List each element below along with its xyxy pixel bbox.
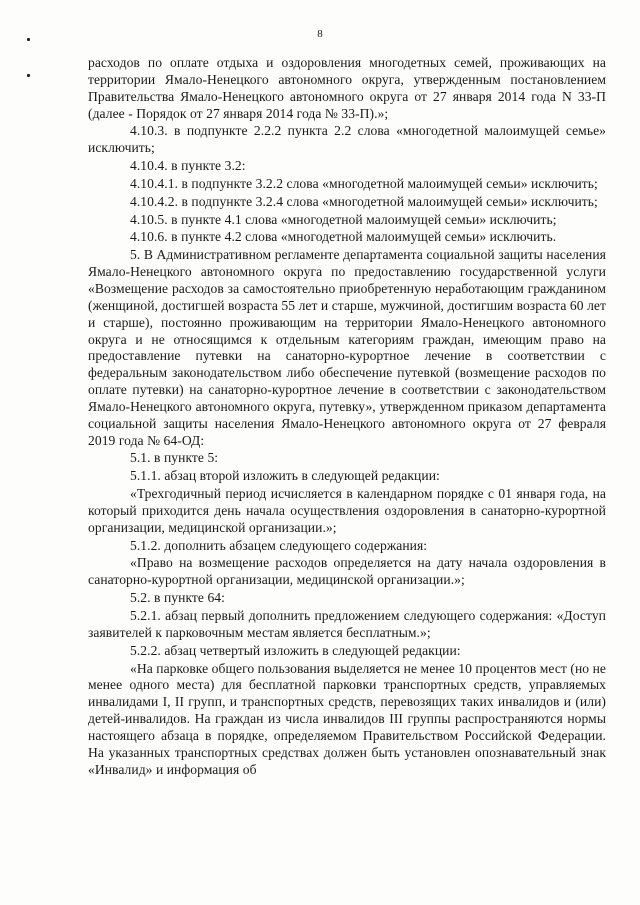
document-text (88, 55, 606, 779)
paragraph: «Право на возмещение расходов определяется на дату начала оздоровления в санаторно-курортной организации, медицинской организации.»; (88, 555, 606, 588)
paragraph: 4.10.4.2. в подпункте 3.2.4 слова «многодетной малоимущей семьи» исключить; (130, 193, 598, 209)
paragraph: «На парковке общего пользования выделяется не менее 10 процентов мест (но не менее одного места) для бесплатной парковки транспортных средств, управляемых инвалидами I, II групп, и транспортных средств, перевозящих таких инвалидов и (или) детей-инвалидов. На граждан из числа инвалидов III группы распространяются нормы настоящего абзаца в порядке, определяемом Правительством Российской Федерации. На указанных транспортных средствах должен быть установлен опознавательный знак «Инвалид» и информация об (88, 660, 606, 777)
page-number: 8 (317, 28, 323, 40)
paragraph: 5.1.2. дополнить абзацем следующего содержания: (130, 537, 428, 553)
paragraph: 5.1. в пункте 5: (130, 450, 219, 466)
paragraph: 4.10.3. в подпункте 2.2.2 пункта 2.2 слова «многодетной малоимущей семье» исключить; (88, 123, 606, 156)
paragraph: 5.1.1. абзац второй изложить в следующей редакции: (130, 468, 440, 484)
scan-dot-mark (27, 74, 30, 77)
paragraph: 4.10.4. в пункте 3.2: (130, 158, 246, 174)
paragraph: 4.10.6. в пункте 4.2 слова «многодетной малоимущей семьи» исключить. (130, 229, 557, 245)
paragraph: 5.2.1. абзац первый дополнить предложением следующего содержания: «Доступ заявителей к парковочным местам является бесплатным.»; (88, 608, 606, 640)
paragraph: «Трехгодичный период исчисляется в календарном порядке с 01 января года, на который приходится день начала осуществления оздоровления в санаторно-курортной организации, медицинской организации.»; (88, 486, 606, 535)
paragraph: 4.10.5. в пункте 4.1 слова «многодетной малоимущей семьи» исключить; (130, 211, 557, 227)
paragraph: расходов по оплате отдыха и оздоровления многодетных семей, проживающих на территории Ямало-Ненецкого автономного округа, утвержденным постановлением Правительства Ямало-Ненецкого автономного округа от 27 января 2014 года N 33-П (далее - Порядок от 27 января 2014 года № 33-П).»; (88, 55, 606, 121)
scan-dot-mark (27, 38, 30, 41)
paragraph: 5.2. в пункте 64: (130, 590, 225, 606)
paragraph: 5.2.2. абзац четвертый изложить в следующей редакции: (130, 642, 461, 658)
paragraph: 4.10.4.1. в подпункте 3.2.2 слова «многодетной малоимущей семьи» исключить; (130, 175, 598, 191)
paragraph: 5. В Административном регламенте департамента социальной защиты населения Ямало-Ненецкого автономного округа по предоставлению государственной услуги «Возмещение расходов за самостоятельно приобретенную неработающим гражданином (женщиной, достигшей возраста 55 лет и старше, мужчиной, достигшим возраста 60 лет и старше), постоянно проживающим на территории Ямало-Ненецкого автономного округа и не относящимся к отдельным категориям граждан, имеющим право на предоставление путевки на санаторно-курортное лечение в соответствии с федеральным законодательством либо обеспечение путевкой (возмещение расходов по оплате путевки) на санаторно-курортное лечение в соответствии с законодательством Ямало-Ненецкого автономного округа, путевку», утвержденном приказом департамента социальной защиты населения Ямало-Ненецкого автономного округа от 27 февраля 2019 года № 64-ОД: (88, 247, 606, 448)
